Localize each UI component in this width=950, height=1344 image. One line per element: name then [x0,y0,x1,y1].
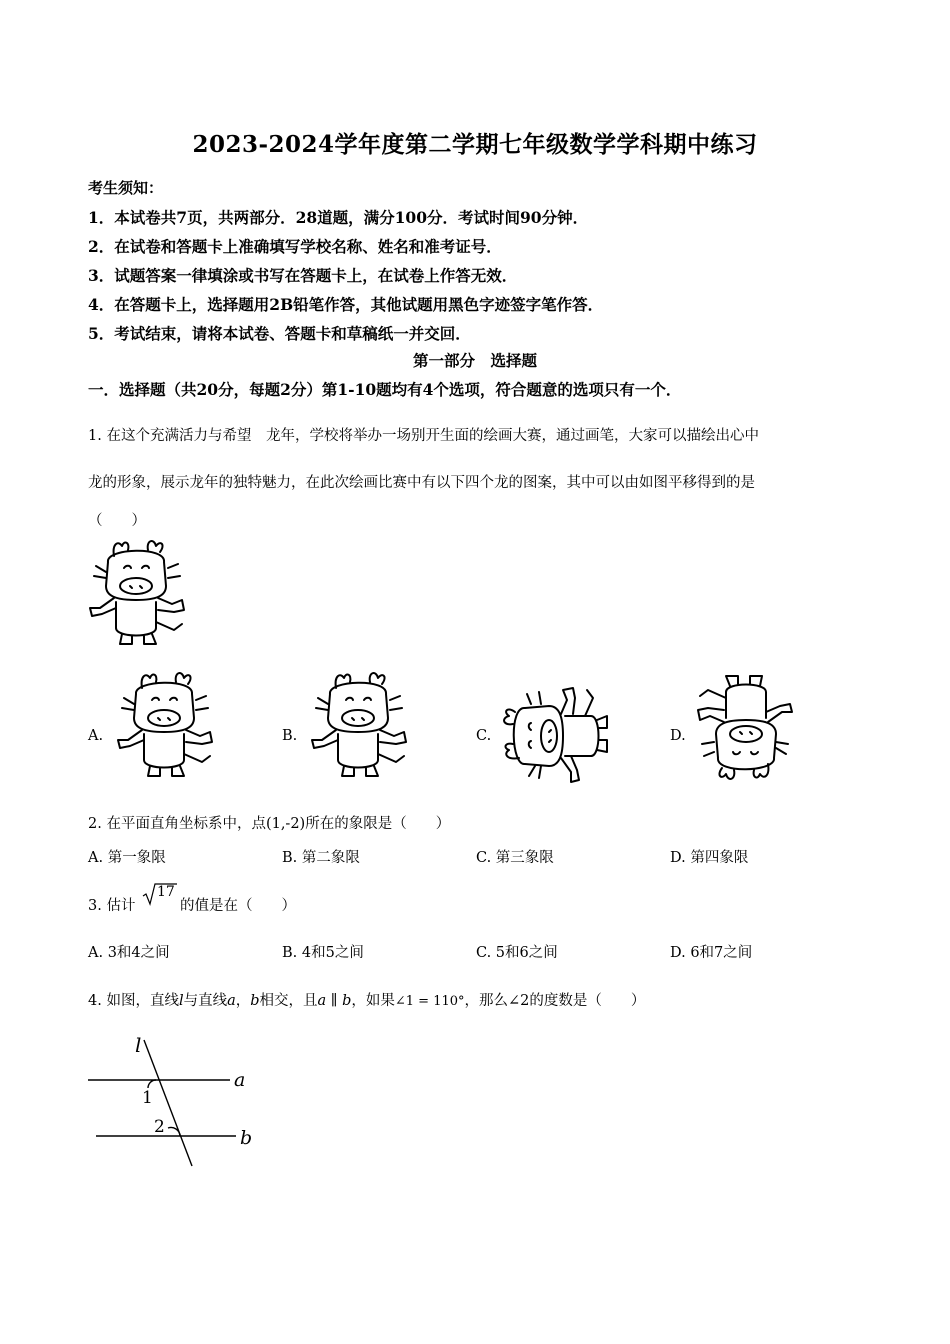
notice-item: 1．本试卷共7页，共两部分．28道题，满分100分．考试时间90分钟． [88,208,589,227]
q4-mid1: 与直线 [183,993,228,1009]
q2-option-b: B. 第二象限 [282,850,360,866]
notice-item: 2．在试卷和答题卡上准确填写学校名称、姓名和准考证号． [88,237,502,256]
label-b: b [240,1127,253,1149]
q1-option-b-label: B. [282,728,298,744]
q3-stem-pre: 3. 估计 [88,898,136,914]
part-heading: 一．选择题（共20分，每题2分）第1-10题均有4个选项，符合题意的选项只有一个． [88,380,682,399]
q4-angle2: ∠2 [508,993,530,1009]
q3-radicand: 17 [157,884,175,900]
q4-mid3: ，如果 [351,993,395,1009]
q2-option-a: A. 第一象限 [88,850,166,866]
q2-option-d: D. 第四象限 [670,850,749,866]
q1-option-c-label: C. [476,728,492,744]
notice-heading: 考生须知： [88,179,164,197]
q4-line-l: l [178,993,184,1009]
q4-mid4: ，那么 [464,993,509,1009]
q4-mid2: 相交，且 [259,993,318,1009]
label-1: 1 [142,1088,153,1108]
q1-option-d-label: D. [670,728,686,744]
page-title: 2023-2024学年度第二学期七年级数学学科期中练习 [192,131,758,158]
notice-item: 3．试题答案一律填涂或书写在答题卡上，在试卷上作答无效． [88,266,518,285]
section-title: 第一部分 选择题 [412,351,537,370]
q3-option-b: B. 4和5之间 [282,945,364,961]
dragon-option-d-image [694,672,798,782]
dragon-original-image [84,538,188,648]
q1-option-a-label: A. [88,728,104,744]
q4-stem-post: 的度数是（ ） [529,993,646,1009]
q2-option-c: C. 第三象限 [476,850,554,866]
q1-blank: （ ） [88,513,146,529]
q3-option-a: A. 3和4之间 [88,945,170,961]
q2-stem: 2. 在平面直角坐标系中，点(1,-2)所在的象限是（ ） [88,816,451,832]
q4-stem [88,989,645,1010]
label-2: 2 [154,1117,165,1137]
dragon-option-c-image [496,686,606,786]
dragon-option-a-image [112,670,216,780]
notice-item: 4．在答题卡上，选择题用2B铅笔作答，其他试题用黑色字迹签字笔作答． [88,295,604,314]
q1-line1: 1. 在这个充满活力与希望 龙年，学校将举办一场别开生面的绘画大赛，通过画笔，大家可以描绘出心中 [88,428,759,444]
q3-option-d: D. 6和7之间 [670,945,753,961]
q4-comma: ， [235,993,251,1009]
q4-line-a: a [227,993,236,1009]
q4-angle1: ∠1 = 110° [394,994,465,1009]
q3-stem-post: 的值是在（ ） [180,898,296,914]
q4-stem-pre: 4. 如图，直线 [88,993,179,1009]
q4-parallel: a ∥ b [317,993,352,1009]
q1-line2: 龙的形象，展示龙年的独特魅力，在此次绘画比赛中有以下四个龙的图案，其中可以由如图平移得到的是 [88,475,755,491]
q3-option-c: C. 5和6之间 [476,945,558,961]
angle-1-arc [148,1080,156,1088]
label-l: l [135,1033,142,1057]
q4-line-b: b [250,993,260,1009]
notice-item: 5．考试结束，请将本试卷、答题卡和草稿纸一并交回． [88,324,471,343]
label-a: a [234,1069,246,1091]
q4-figure-diagram [84,1030,264,1170]
dragon-option-b-image [306,670,410,780]
